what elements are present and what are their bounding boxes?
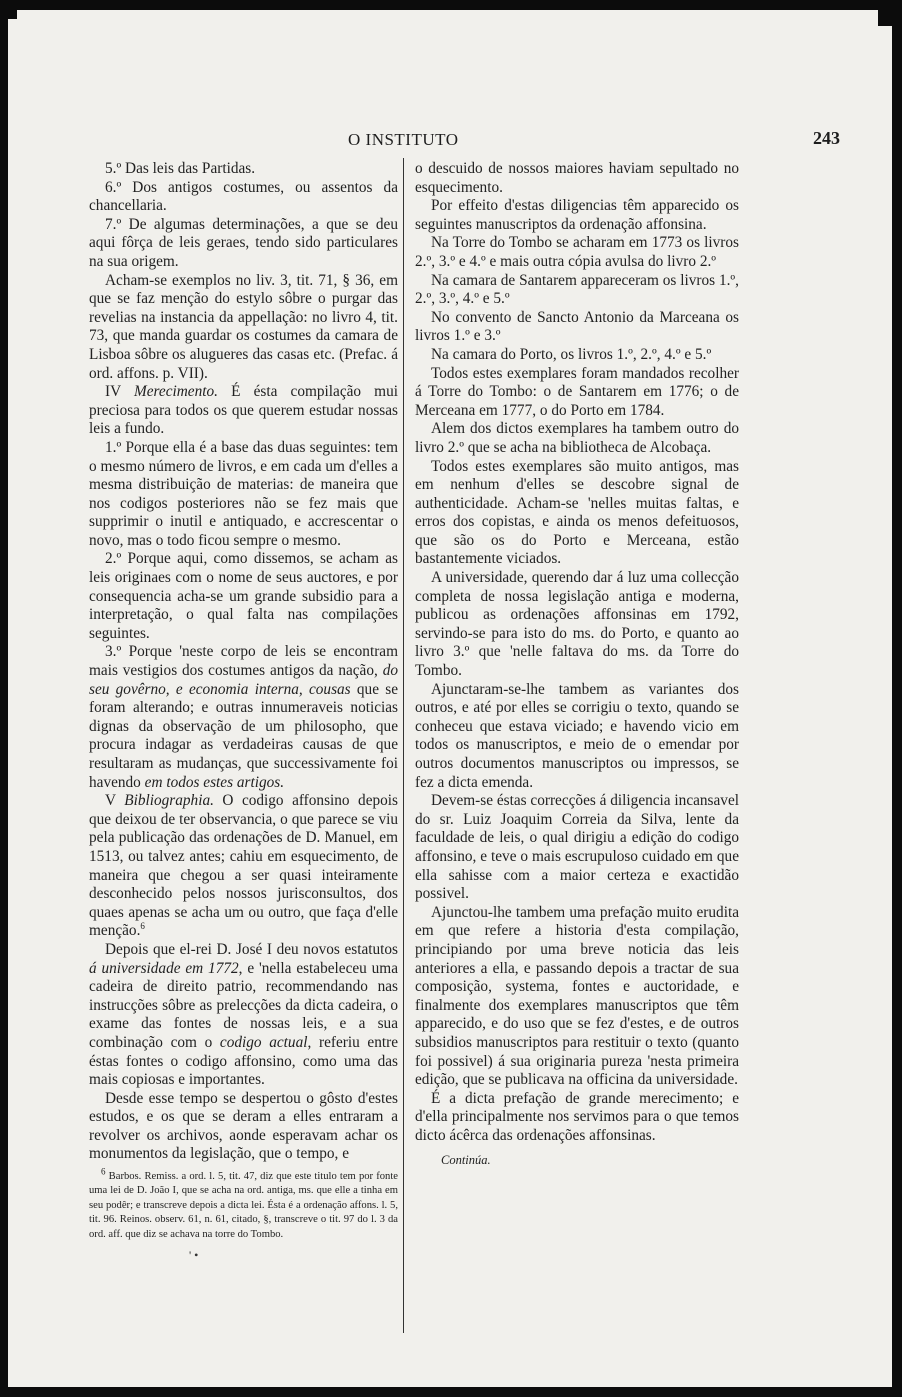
- paragraph-text: É ésta compilação mui preciosa para todos os que querem estudar nossas leis a fundo.: [89, 383, 398, 438]
- emphasis: codigo actual: [219, 1033, 308, 1051]
- paragraph: 7.º De algumas determinações, a que se deu aqui fôrça de leis geraes, tendo sido particulares na sua origem.: [89, 215, 398, 270]
- running-header: [8, 118, 892, 148]
- paragraph: [89, 792, 398, 941]
- paragraph: [89, 643, 398, 792]
- section-heading: Merecimento.: [134, 383, 218, 401]
- paragraph: 6.º Dos antigos costumes, ou assentos da chancellaria.: [89, 178, 398, 215]
- left-column: [89, 160, 398, 1265]
- paragraph: Alem dos dictos exemplares ha tambem outro do livro 2.º que se acha na bibliotheca de Alcobaça.: [415, 420, 739, 456]
- column-divider: [403, 158, 404, 1333]
- footnote-ref: 6: [140, 921, 145, 932]
- section-label: V: [105, 792, 125, 810]
- paragraph: Ajunctaram-se-lhe tambem as variantes dos outros, e até por elles se corrigiu o texto, quando se conheceu que estava viciado; e havendo vicio em todos os manuscriptos, e meio de o emendar por outros documentos manuscriptos ou impressos, se fez a dicta emenda.: [415, 680, 739, 791]
- paragraph: Acham-se exemplos no liv. 3, tit. 71, § 36, em que se faz menção do estylo sôbre o purgar das revelias na instancia da appellação: no livro 4, tit. 73, que manda guardar os costumes da camara de Lisboa sôbre os alugueres das casas etc. (Prefac. á ord. affons. p. VII).: [89, 271, 398, 382]
- paragraph: A universidade, querendo dar á luz uma collecção completa de nossa legislação antiga e moderna, publicou as ordenações affonsinas em 1792, servindo-se para isto do ms. do Porto, e quanto ao livro 3.º que 'nelle faltava do ms. da Torre do Tombo.: [415, 569, 739, 680]
- paragraph: Ajunctou-lhe tambem uma prefação muito erudita em que refere a historia d'esta compilação, principiando por uma breve noticia das leis anteriores a ella, e passando depois a tractar de sua composição, systema, fontes e auctoridade, e finalmente dos exemplares manuscriptos que têm apparecido, e do uso que se fez d'estes, e de outros subsidios manuscriptos para restituir o texto (quanto foi possivel) á sua originaria pureza 'nesta primeira edição, que se publicava na officina da universidade.: [415, 903, 739, 1089]
- page-number: 243: [813, 128, 840, 148]
- paragraph-text: O codigo affonsino depois que deixou de ter observancia, o que parece se viu pela publicação das ordenações de D. Manuel, em 1513, ou talvez antes; cahiu em esquecimento, de maneira que chegou a ser quasi inteiramente desconhecido pelos nossos jurisconsultos, dos quaes apenas se acha um ou outro, que faça d'elle menção.: [89, 792, 398, 940]
- paragraph: Na camara do Porto, os livros 1.º, 2.º, 4.º e 5.º: [431, 345, 712, 363]
- page-bottom-mark: ' •: [189, 1248, 199, 1263]
- emphasis: em todos estes artigos.: [144, 773, 285, 791]
- paragraph: 2.º Porque aqui, como dissemos, se acham as leis originaes com o nome de seus auctores, e por consequencia acha-se um grande subsidio para a interpretação, o qual falta nas compilações seguintes.: [89, 550, 398, 642]
- corner-mark: [878, 10, 892, 26]
- corner-mark: [8, 10, 17, 19]
- paragraph: [89, 941, 398, 1090]
- paragraph: No convento de Sancto Antonio da Marceana os livros 1.º e 3.º: [415, 308, 739, 345]
- section-label: IV: [105, 383, 135, 401]
- paragraph: [89, 383, 398, 439]
- emphasis: do seu govêrno, e economia interna, cousas: [89, 662, 398, 698]
- paragraph-text: , e 'nella estabeleceu uma cadeira de direito patrio, recommendando nas instrucções sôbre as prelecções da dicta cadeira, o exame das fontes de nossas leis, e a sua combinação com o: [89, 959, 398, 1051]
- paragraph: Todos estes exemplares foram mandados recolher á Torre do Tombo: o de Santarem em 1776; o de Merceana em 1777, o do Porto em 1784.: [415, 364, 739, 419]
- paragraph: Todos estes exemplares são muito antigos, mas em nenhum d'elles se descobre signal de authenticidade. Acham-se 'nelles muitas faltas, e erros dos copistas, e ainda os menos defeituosos, que são os do Porto e Merceana, estão bastantemente viciados.: [415, 457, 739, 568]
- paragraph-text: que se foram alterando; e outras innumeraveis noticias dignas da observação de um philosopho, que procura indagar as verdadeiras causas de que resultaram as mudanças, que successivamente foi havendo: [89, 680, 398, 791]
- paragraph: Por effeito d'estas diligencias têm apparecido os seguintes manuscriptos da ordenação affonsina.: [415, 197, 739, 233]
- scanned-page: [8, 10, 892, 1387]
- continued-note: Continúa.: [441, 1153, 491, 1168]
- footnote-text: Barbos. Remiss. a ord. l. 5, tit. 47, diz que este titulo tem por fonte uma lei de D. João I, que se acha na ord. antiga, ms. que elle a tinha em seu podêr; e transcreve depois a dicta lei. Ésta é a ordenação affons. l. 5, tit. 96. Reinos. observ. 61, n. 61, citado, §, transcreve o tit. 97 do l. 3 da ord. aff. que diz se achava na torre do Tombo.: [89, 1171, 398, 1240]
- footnote-mark: 6: [101, 1166, 106, 1177]
- paragraph-text: , referiu entre éstas fontes o codigo affonsino, como uma das mais copiosas e importantes.: [89, 1033, 398, 1089]
- emphasis: á universidade em 1772: [89, 959, 239, 977]
- journal-title: O INSTITUTO: [348, 130, 459, 149]
- paragraph: o descuido de nossos maiores haviam sepultado no esquecimento.: [415, 160, 739, 196]
- paragraph: Na Torre do Tombo se acharam em 1773 os livros 2.º, 3.º e 4.º e mais outra cópia avulsa do livro 2.º: [415, 234, 739, 270]
- paragraph-text: 3.º Porque 'neste corpo de leis se encontram mais vestigios dos costumes antigos da nação,: [89, 643, 398, 680]
- paragraph: Devem-se éstas correcções á diligencia incansavel do sr. Luiz Joaquim Correia da Silva, lente da faculdade de leis, o qual dirigiu a edição do codigo affonsino, e teve o mais escrupuloso cuidado em que ella sahisse com a maior certeza e exactidão possivel.: [415, 792, 739, 903]
- footnote: [89, 1166, 398, 1242]
- paragraph: 1.º Porque ella é a base das duas seguintes: tem o mesmo número de livros, e em cada um d'elles a mesma distribuição de materias: de maneira que nos codigos posteriores não se fez mais que supprimir o inutil e antiquado, e accrescentar o novo, mas o todo ficou sempre o mesmo.: [89, 438, 398, 549]
- paragraph-text: Depois que el-rei D. José I deu novos estatutos: [105, 940, 398, 958]
- section-heading: Bibliographia.: [124, 792, 214, 810]
- paragraph: 5.º Das leis das Partidas.: [105, 160, 256, 177]
- paragraph: Na camara de Santarem appareceram os livros 1.º, 2.º, 3.º, 4.º e 5.º: [415, 271, 739, 308]
- paragraph: É a dicta prefação de grande merecimento; e d'ella principalmente nos servimos para o que temos dicto ácêrca das ordenações affonsinas.: [415, 1089, 739, 1144]
- right-column: [415, 160, 739, 1170]
- paragraph: Desde esse tempo se despertou o gôsto d'estes estudos, e os que se deram a elles entraram a revolver os archivos, aonde esperavam achar os monumentos da legislação, que o tempo, e: [89, 1089, 398, 1163]
